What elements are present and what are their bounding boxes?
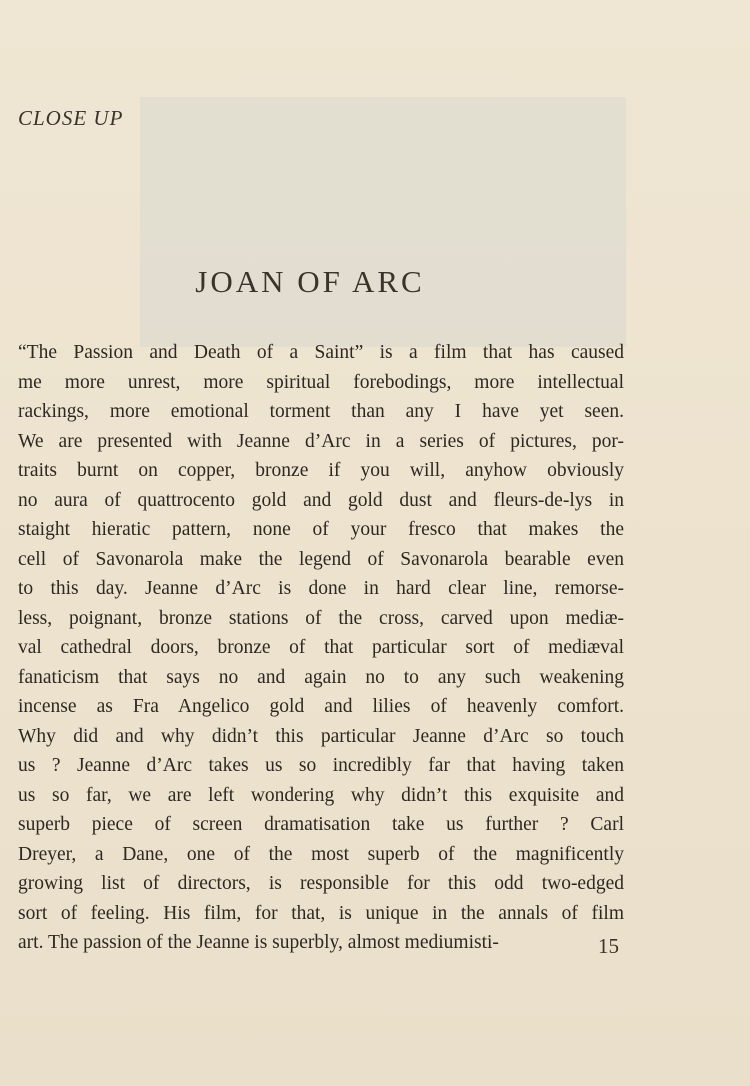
body-line: art. The passion of the Jeanne is superbly, almost mediumisti- (18, 932, 499, 953)
body-line: cell of Savonarola make the legend of Savonarola bearable even (18, 548, 624, 570)
body-line: less, poignant, bronze stations of the cross, carved upon mediæ- (18, 607, 624, 629)
body-line: val cathedral doors, bronze of that particular sort of mediæval (18, 637, 624, 658)
body-line: incense as Fra Angelico gold and lilies of heavenly comfort. (18, 696, 624, 717)
page-number: 15 (598, 934, 619, 958)
article-body (18, 338, 624, 958)
body-line: rackings, more emotional torment than any I have yet seen. (18, 401, 624, 422)
body-line: staight hieratic pattern, none of your fresco that makes the (18, 519, 624, 540)
body-line: us so far, we are left wondering why didn’t this exquisite and (18, 784, 624, 806)
body-line: “The Passion and Death of a Saint” is a film that has caused (18, 342, 624, 363)
body-line: no aura of quattrocento gold and gold dust and fleurs-de-lys in (18, 489, 624, 511)
running-head: CLOSE UP (18, 106, 124, 130)
article-title: JOAN OF ARC (195, 264, 425, 299)
body-line: Dreyer, a Dane, one of the most superb of the magnificently (18, 843, 624, 865)
body-line: us ? Jeanne d’Arc takes us so incredibly far that having taken (18, 755, 624, 776)
body-line: superb piece of screen dramatisation take us further ? Carl (18, 814, 624, 835)
body-line: to this day. Jeanne d’Arc is done in hard clear line, remorse- (18, 578, 624, 599)
body-line: me more unrest, more spiritual forebodings, more intellectual (18, 371, 624, 393)
body-line: sort of feeling. His film, for that, is unique in the annals of film (18, 902, 624, 924)
bleed-through-shadow (140, 97, 626, 347)
body-line: We are presented with Jeanne d’Arc in a series of pictures, por- (18, 430, 624, 452)
body-line: traits burnt on copper, bronze if you will, anyhow obviously (18, 460, 624, 481)
body-line: fanaticism that says no and again no to any such weakening (18, 666, 624, 688)
body-line: growing list of directors, is responsible for this odd two-edged (18, 873, 624, 894)
body-line: Why did and why didn’t this particular Jeanne d’Arc so touch (18, 725, 624, 747)
